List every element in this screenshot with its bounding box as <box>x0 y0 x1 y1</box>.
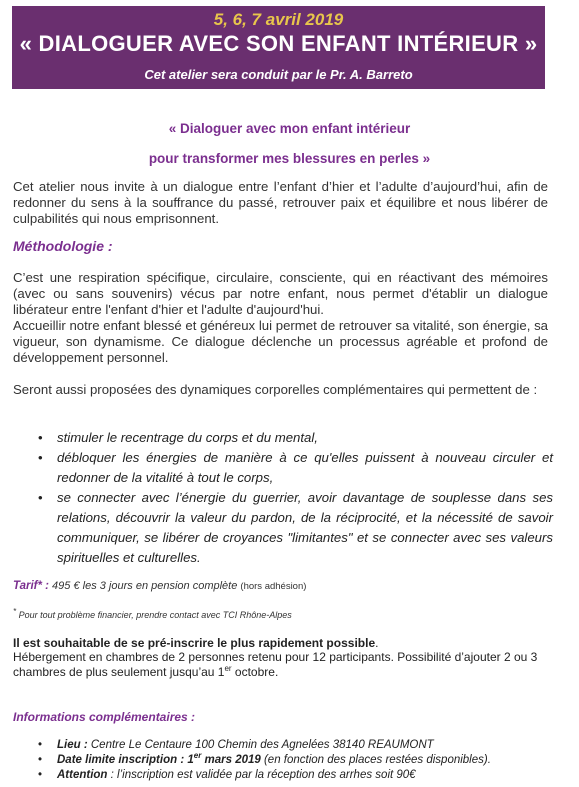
bullet-icon: • <box>38 754 43 766</box>
deadline-date: mars 2019 <box>201 754 261 766</box>
lodging-notice <box>13 650 563 680</box>
bullet-icon: • <box>38 739 43 751</box>
info-item-attention <box>13 768 573 783</box>
lodging-sup: er <box>224 664 232 673</box>
list-item <box>13 448 553 488</box>
event-date: 5, 6, 7 avril 2019 <box>213 10 344 29</box>
methodology-paragraph-3: Seront aussi proposées des dynamiques corporelles complémentaires qui permettent de : <box>13 382 538 397</box>
deadline-text: (en fonction des places restées disponibles). <box>260 754 491 766</box>
footnote-star: * <box>13 607 17 616</box>
header-banner <box>12 6 545 89</box>
bullet-icon: • <box>38 430 43 445</box>
price-label: Tarif* : <box>13 580 49 592</box>
list-item <box>13 488 553 568</box>
list-item-text: débloquer les énergies de manière à ce qu'elles puissent à nouveau circuler et redonner de la vitalité à tout le corps, <box>57 450 553 485</box>
attention-text: : l’inscription est validée par la réception des arrhes soit 90€ <box>107 769 416 781</box>
methodology-paragraph-2: Accueillir notre enfant blessé et généreux lui permet de retrouver sa vitalité, son énergie, sa vigueur, son dynamisme. Ce dialogue déclenche un processus agréable et profond de développement personnel. <box>13 318 548 365</box>
footnote <box>13 607 292 620</box>
attention-label: Attention <box>57 769 108 781</box>
activities-list <box>13 428 553 568</box>
theme-line-1: « Dialoguer avec mon enfant intérieur <box>168 121 411 136</box>
price-line <box>13 580 306 592</box>
preregistration-period: . <box>375 636 379 650</box>
bullet-icon: • <box>38 490 43 505</box>
theme-line-2: pour transformer mes blessures en perles » <box>148 151 431 166</box>
info-item-deadline <box>13 753 573 768</box>
price-text: 495 € les 3 jours en pension complète <box>49 580 241 592</box>
intro-paragraph: Cet atelier nous invite à un dialogue entre l’enfant d’hier et l’adulte d’aujourd’hui, afin de redonner du sens à la souffrance du passé, retrouver paix et équilibre et nous libérer de culpabilités qui nous emprisonnent. <box>13 179 548 226</box>
workshop-title: « DIALOGUER AVEC SON ENFANT INTÉRIEUR » <box>19 31 538 56</box>
info-heading: Informations complémentaires : <box>13 710 196 724</box>
list-item-text: se connecter avec l’énergie du guerrier, avoir davantage de souplesse dans ses relations, découvrir la valeur du pardon, de la réciprocité, et la nécessité de savoir communiquer, se libérer de croyances "limitantes" et se connecter avec ses valeurs spirituelles et culturelles. <box>57 490 553 565</box>
info-item-location <box>13 738 573 753</box>
list-item <box>13 428 553 448</box>
preregistration-text: Il est souhaitable de se pré-inscrire le plus rapidement possible <box>13 636 376 650</box>
price-note: (hors adhésion) <box>240 581 307 592</box>
workshop-leader: Cet atelier sera conduit par le Pr. A. Barreto <box>144 67 413 82</box>
bullet-icon: • <box>38 769 43 781</box>
footnote-text: Pour tout problème financier, prendre contact avec TCI Rhône-Alpes <box>16 610 292 620</box>
deadline-sup: er <box>193 751 202 761</box>
lodging-end: octobre. <box>231 665 279 679</box>
info-list <box>13 738 573 783</box>
methodology-heading: Méthodologie : <box>13 238 113 254</box>
lodging-text: Hébergement en chambres de 2 personnes retenu pour 12 participants. Possibilité d’ajouter 2 ou 3 chambres de plus seulement jusqu’au 1 <box>13 650 538 679</box>
deadline-label: Date limite inscription : 1 <box>57 754 194 766</box>
methodology-paragraph-1: C’est une respiration spécifique, circulaire, consciente, qui en réactivant des mémoires (avec ou sans souvenirs) vécus par notre enfant, nous permet d'établir un dialogue libérateur entre l'enfant d'hier et l'adulte d'aujourd'hui. <box>13 270 548 317</box>
location-label: Lieu : <box>57 739 88 751</box>
location-text: Centre Le Centaure 100 Chemin des Agnelées 38140 REAUMONT <box>87 739 434 751</box>
list-item-text: stimuler le recentrage du corps et du mental, <box>57 430 318 445</box>
bullet-icon: • <box>38 450 43 465</box>
preregistration-notice <box>13 636 378 650</box>
